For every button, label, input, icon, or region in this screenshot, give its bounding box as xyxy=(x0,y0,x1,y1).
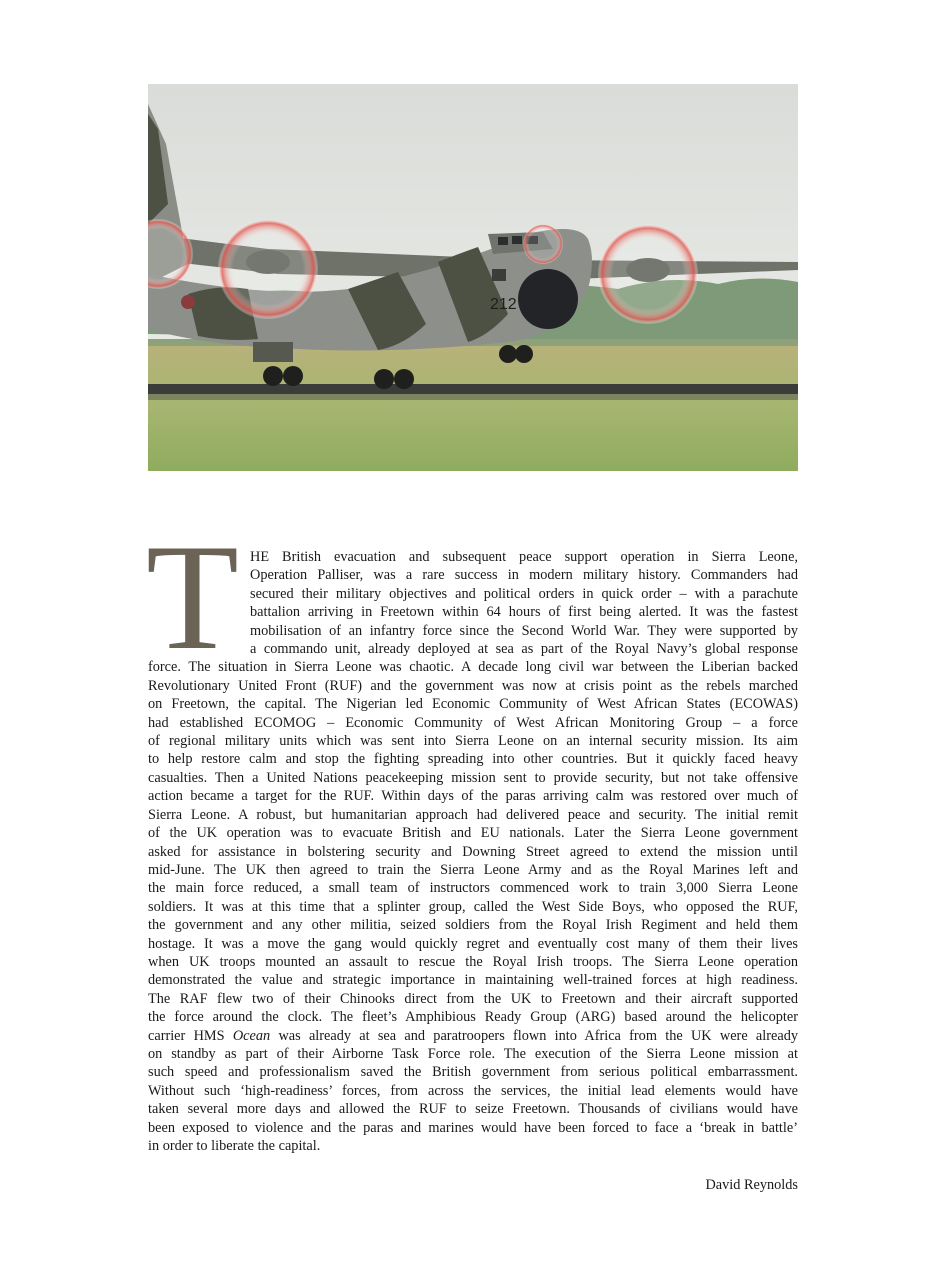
text-line: when UK troops mounted an assault to rescue the Royal Irish troops. The Sierra Leone operation xyxy=(148,953,798,970)
text-line: Sierra Leone. A robust, but humanitarian approach had delivered peace and security. The initial remit xyxy=(148,806,798,823)
svg-text:212: 212 xyxy=(490,296,517,313)
text-line: Operation Palliser, was a rare success in modern military history. Commanders had xyxy=(250,567,798,584)
text-line: hostage. It was a move the gang would quickly regret and eventually cost many of them their lives xyxy=(148,935,798,952)
text-line: the main force reduced, a small team of instructors commenced work to train 3,000 Sierra Leone xyxy=(148,880,798,897)
text-line: on Freetown, the capital. The Nigerian led Economic Community of West African States (ECOWAS) xyxy=(148,696,798,713)
text-line: such speed and professionalism saved the British government from serious political embarrassment. xyxy=(148,1064,798,1081)
text-line: action became a target for the RUF. Within days of the paras arriving calm was restored over much of xyxy=(148,788,798,805)
text-line: secured their military objectives and political orders in quick order – with a parachute xyxy=(250,585,798,602)
text-line: to help restore calm and stop the fighting spreading into other countries. But it quickly faced heavy xyxy=(148,751,798,768)
text-line: the force around the clock. The fleet’s Amphibious Ready Group (ARG) based around the helicopter xyxy=(148,1009,798,1026)
text-line: HE British evacuation and subsequent peace support operation in Sierra Leone, xyxy=(250,549,798,565)
author-signature: David Reynolds xyxy=(705,1177,798,1193)
text-line: on standby as part of their Airborne Task Force role. The execution of the Sierra Leone mission at xyxy=(148,1045,798,1062)
text-line: a commando unit, already deployed at sea as part of the Royal Navy’s global response xyxy=(250,641,798,658)
text-line: Revolutionary United Front (RUF) and the government was now at crisis point as the rebels marched xyxy=(148,677,798,694)
text-line: in order to liberate the capital. xyxy=(148,1138,321,1154)
text-line: soldiers. It was at this time that a splinter group, called the West Side Boys, who opposed the RUF, xyxy=(148,898,798,915)
text-line: taken several more days and allowed the RUF to seize Freetown. Thousands of civilians would have xyxy=(148,1101,798,1118)
text-line: mid-June. The UK then agreed to train the Sierra Leone Army and as the Royal Marines left and xyxy=(148,861,798,878)
text-line: The RAF flew two of their Chinooks direct from the UK to Freetown and their aircraft supported xyxy=(148,990,798,1007)
text-line: asked for assistance in bolstering security and Downing Street agreed to extend the mission until xyxy=(148,843,798,860)
text-line: casualties. Then a United Nations peacekeeping mission sent to provide security, but not take offensive xyxy=(148,769,798,786)
text-line: battalion arriving in Freetown within 64 hours of first being alerted. It was the fastest xyxy=(250,604,798,621)
text-line: demonstrated the value and strategic importance in maintaining well-trained forces at high readiness. xyxy=(148,972,798,989)
text-line: of regional military units which was sent into Sierra Leone on an internal security mission. Its aim xyxy=(148,733,798,750)
text-fragment: carrier HMS xyxy=(148,1027,233,1044)
text-fragment: was already at sea and paratroopers flown into Africa from the UK were already xyxy=(278,1027,799,1044)
aircraft-photo xyxy=(148,84,798,471)
text-line-with-ship xyxy=(148,1027,798,1045)
text-line: Without such ‘high-readiness’ forces, from across the services, the initial lead elements would have xyxy=(148,1082,798,1099)
text-line: had established ECOMOG – Economic Community of West African Monitoring Group – a force xyxy=(148,714,798,731)
text-line: force. The situation in Sierra Leone was chaotic. A decade long civil war between the Liberian backed xyxy=(148,659,798,676)
text-line: been exposed to violence and the paras and marines would have been forced to face a ‘break in battle’ xyxy=(148,1119,798,1136)
text-line: the government and any other militia, seized soldiers from the Royal Irish Regiment and held them xyxy=(148,917,798,934)
article-body xyxy=(148,548,798,1155)
text-line: mobilisation of an infantry force since the Second World War. They were supported by xyxy=(250,622,798,639)
ship-name: Ocean xyxy=(232,1027,271,1044)
text-line: of the UK operation was to evacuate British and EU nationals. Later the Sierra Leone government xyxy=(148,825,798,842)
drop-cap: T xyxy=(146,513,239,681)
